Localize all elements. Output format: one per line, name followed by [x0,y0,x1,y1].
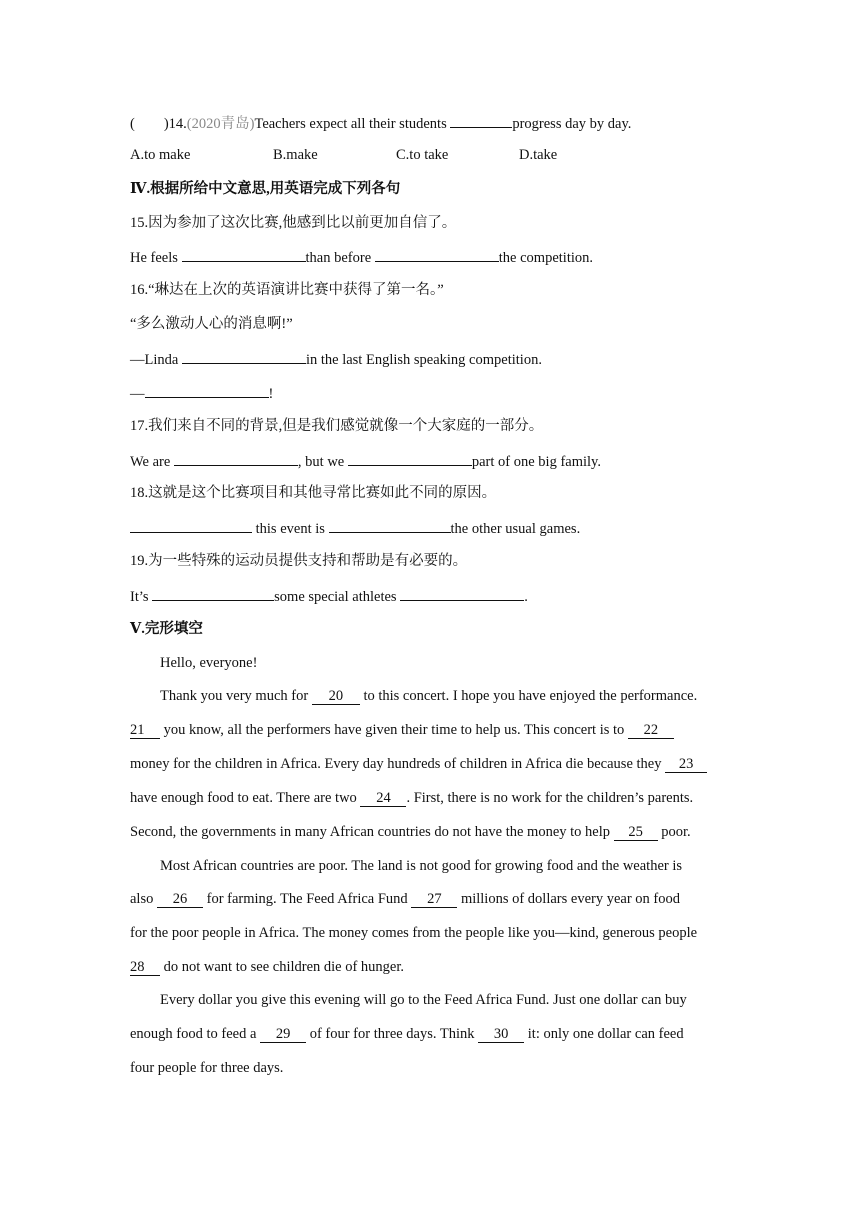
option-b: B.make [273,147,318,163]
answer-blank [130,517,252,533]
answer-blank [182,348,306,364]
passage-line: for the poor people in Africa. The money comes from the people like you—kind, generous people [130,925,698,941]
passage-line [130,788,693,808]
passage-line [130,754,707,774]
answer-blank [348,450,472,466]
question-17-english [130,450,601,472]
question-text-end: progress day by day. [512,116,632,132]
blank-number-22: 22 [628,722,674,739]
text: part of one big family. [471,454,601,470]
question-18-chinese: 18.这就是这个比赛项目和其他寻常比赛如此不同的原因。 [130,485,497,501]
answer-blank [145,382,269,398]
blank-number-28: 28 [130,959,160,976]
blank-number-21: 21 [130,722,160,739]
text: for farming. The Feed Africa Fund [202,891,412,907]
text: poor. [657,824,691,840]
text: it: only one dollar can feed [524,1026,684,1042]
section-4-title: Ⅳ.根据所给中文意思,用英语完成下列各句 [130,181,401,197]
blank-number-25: 25 [614,824,658,841]
passage-line [130,957,404,977]
text: money for the children in Africa. Every day hundreds of children in Africa die because they [130,756,666,772]
passage-line [130,822,691,842]
text: millions of dollars every year on food [457,891,680,907]
text: —Linda [130,352,182,368]
blank-number-24: 24 [360,790,406,807]
text: the competition. [498,250,594,266]
passage-line [130,1024,684,1044]
passage-line [130,889,680,909]
text: the other usual games. [450,521,581,537]
option-d: D.take [519,147,558,163]
answer-blank [400,585,524,601]
text: this event is [252,521,329,537]
text: do not want to see children die of hunger. [160,959,405,975]
blank-number-29: 29 [260,1026,306,1043]
text: It’s [130,589,153,605]
answer-blank [329,517,451,533]
text: to this concert. I hope you have enjoyed the performance. [359,688,698,704]
blank-number-23: 23 [665,756,707,773]
answer-blank [450,112,512,128]
question-18-english [130,517,580,539]
blank-number-20: 20 [312,688,360,705]
passage-line: Every dollar you give this evening will go to the Feed Africa Fund. Just one dollar can buy [160,992,687,1008]
passage-greeting: Hello, everyone! [160,655,258,671]
blank-number-27: 27 [411,891,457,908]
text: ! [268,386,274,402]
answer-blank [375,246,499,262]
passage-line [130,720,674,740]
question-17-chinese: 17.我们来自不同的背景,但是我们感觉就像一个大家庭的一部分。 [130,418,544,434]
question-15-chinese: 15.因为参加了这次比赛,他感到比以前更加自信了。 [130,215,457,231]
text: of four for three days. Think [306,1026,479,1042]
answer-blank [182,246,306,262]
section-5-title: Ⅴ.完形填空 [130,621,203,637]
option-c: C.to take [396,147,449,163]
question-15-english [130,246,593,268]
passage-line [160,686,697,706]
option-a: A.to make [130,147,191,163]
text: enough food to feed a [130,1026,261,1042]
text: some special athletes [274,589,401,605]
text: . [524,589,528,605]
answer-blank [152,585,274,601]
text: He feels [130,250,182,266]
text: also [130,891,157,907]
text: you know, all the performers have given their time to help us. This concert is to [160,722,628,738]
question-19-english [130,585,528,607]
text: have enough food to eat. There are two [130,790,361,806]
answer-parenthesis: ( )14. [130,116,187,132]
answer-blank [174,450,298,466]
question-16-english-2 [130,382,273,404]
question-source: (2020青岛) [186,116,255,132]
question-19-chinese: 19.为一些特殊的运动员提供支持和帮助是有必要的。 [130,553,468,569]
text: in the last English speaking competition. [305,352,542,368]
blank-number-30: 30 [478,1026,524,1043]
question-text: Teachers expect all their students [254,116,451,132]
question-16-chinese-1: 16.“琳达在上次的英语演讲比赛中获得了第一名。” [130,282,444,298]
question-16-chinese-2: “多么激动人心的消息啊!” [130,316,293,332]
text: . First, there is no work for the children’s parents. [406,790,694,806]
question-14 [130,112,631,134]
text: , but we [297,454,348,470]
question-16-english-1 [130,348,542,370]
blank-number-26: 26 [157,891,203,908]
text: than before [305,250,375,266]
text: Second, the governments in many African countries do not have the money to help [130,824,614,840]
text: We are [130,454,174,470]
text: — [130,386,145,402]
text: Thank you very much for [160,688,312,704]
passage-line: four people for three days. [130,1060,284,1076]
passage-line: Most African countries are poor. The land is not good for growing food and the weather is [160,858,683,874]
